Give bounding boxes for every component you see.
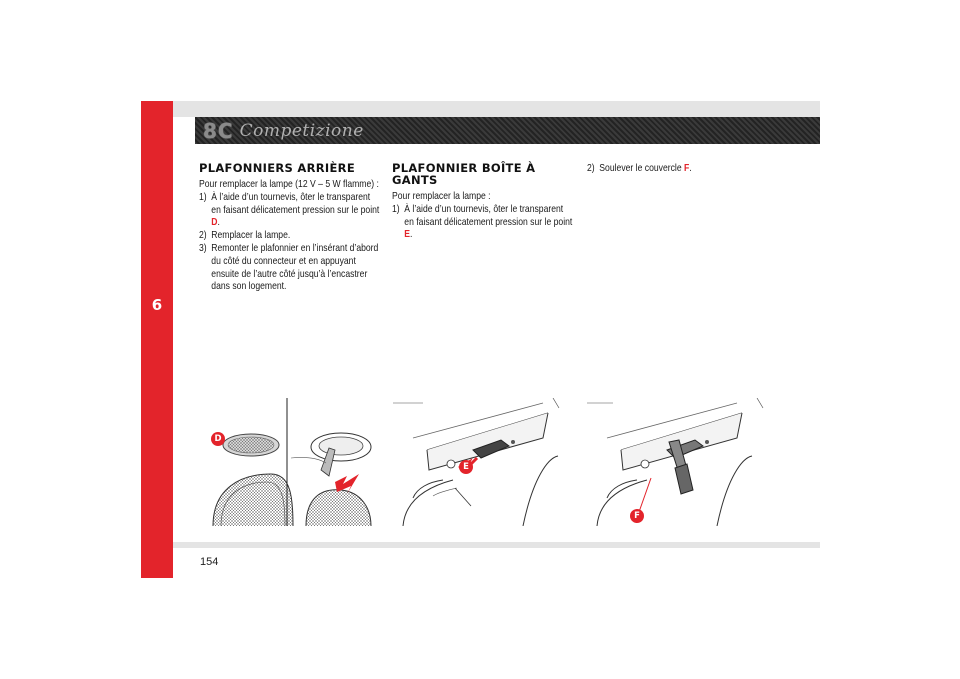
step-text: Remplacer la lampe.	[211, 229, 291, 242]
figure-glovebox-light	[393, 398, 563, 526]
step-end: .	[689, 162, 692, 174]
figure-glovebox-cover	[587, 398, 767, 526]
step-number: 1)	[199, 190, 207, 203]
section-title: PLAFONNIER BOÎTE À GANTS	[392, 161, 536, 187]
page-number: 154	[200, 556, 219, 568]
ref-letter: F	[684, 162, 690, 174]
step-item	[199, 229, 379, 242]
step-item	[199, 242, 379, 293]
step-list	[199, 191, 379, 293]
glovebox-illustration	[393, 398, 563, 526]
step-number: 2)	[199, 229, 207, 242]
section-glovebox-continued	[587, 162, 767, 175]
callout-f: F	[630, 509, 644, 523]
step-list	[587, 162, 767, 175]
chapter-tab	[141, 101, 173, 578]
step-text: À l’aide d’un tournevis, ôter le transparent en faisant délicatement pression sur le point	[404, 202, 573, 228]
brand-logo	[203, 119, 364, 142]
step-text: Remonter le plafonnier en l’insérant d’abord du côté du connecteur et en appuyant ensuite de l’autre côté jusqu’à l’encastrer dans son logement.	[211, 241, 379, 293]
step-list	[392, 203, 572, 241]
section-intro: Pour remplacer la lampe :	[392, 190, 491, 202]
step-text: Soulever le couvercle	[599, 162, 685, 174]
logo-number: 8C	[203, 118, 234, 143]
rear-light-illustration	[211, 398, 376, 526]
step-number: 1)	[392, 202, 400, 215]
section-title: PLAFONNIERS ARRIÈRE	[199, 161, 355, 175]
step-item	[587, 162, 767, 175]
logo-script: Competizione	[239, 120, 364, 141]
step-text: À l’aide d’un tournevis, ôter le transparent en faisant délicatement pression sur le point	[211, 190, 380, 216]
ref-letter: E	[404, 228, 411, 241]
section-glovebox-light	[392, 162, 572, 241]
callout-e: E	[459, 460, 473, 474]
figure-rear-light	[211, 398, 376, 526]
step-item	[199, 191, 379, 229]
callout-d: D	[211, 432, 225, 446]
ref-letter: D	[211, 216, 218, 229]
glovebox-cover-illustration	[587, 398, 767, 526]
section-rear-lights	[199, 162, 379, 293]
step-number: 2)	[587, 162, 595, 174]
step-end: .	[410, 228, 413, 241]
step-end: .	[217, 216, 220, 229]
step-item	[392, 203, 572, 241]
top-band	[173, 101, 820, 117]
step-number: 3)	[199, 241, 207, 254]
section-intro: Pour remplacer la lampe (12 V – 5 W flamme) :	[199, 178, 379, 190]
chapter-number: 6	[151, 296, 163, 314]
bottom-band	[173, 542, 820, 548]
